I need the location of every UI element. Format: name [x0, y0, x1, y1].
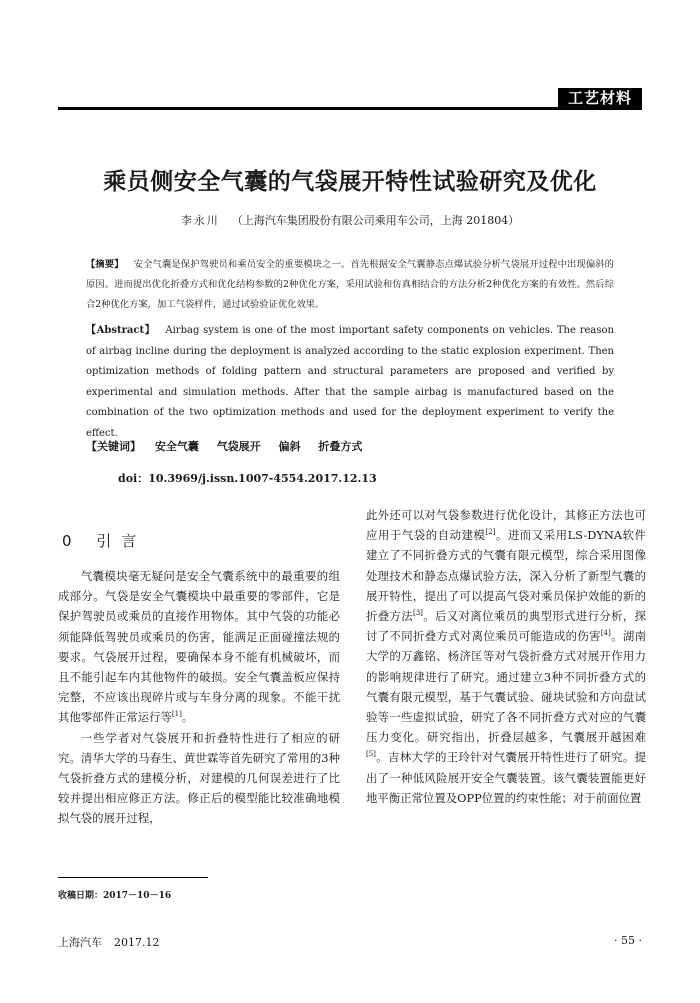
- abstract-cn-label: 【摘要】: [86, 259, 124, 270]
- abstract-en: [86, 321, 614, 444]
- keyword: 偏斜: [278, 440, 301, 453]
- text-span: 。湖南大学的万鑫铭、杨济匡等对气袋折叠方式对展开作用力的影响规律进行了研究。通过建立3种不同折叠方式的气囊有限元模型，基于气囊试验、碰块试验和方向盘试验等一些虚拟试验，研究了各不同折叠方式对应的气囊压力变化。研究指出，折叠层越多，气囊展开越困难: [366, 629, 646, 745]
- text-span: 一些学者对气袋展开和折叠特性进行了相应的研究。清华大学的马春生、黄世霖等首先研究了常用的3种气袋折叠方式的建模分析，对建模的几何误差进行了比较并提出相应修正方法。修正后的模型能比较准确地模拟气袋的展开过程，: [58, 730, 340, 826]
- text-span: 。吉林大学的王玲针对气囊展开特性进行了研究。提出了一种低风险展开安全气囊装置。该气囊装置能更好地平衡正常位置及OPP位置的约束性能；对于前面位置: [366, 750, 646, 805]
- body-column-left: [58, 566, 340, 829]
- article-title: 乘员侧安全气囊的气袋展开特性试验研究及优化: [103, 169, 597, 195]
- keyword: 安全气囊: [154, 440, 199, 453]
- paragraph: [366, 505, 646, 808]
- text-span: 。进而又采用LS-DYNA软件建立了不同折叠方式的气囊有限元模型，综合采用图像处理技术和静态点爆试验方法，深入分析了新型气囊的展开特性，提出了可以提高气袋对乘员保护效能的新的折叠方法: [366, 528, 646, 624]
- section-heading: 0 引言: [62, 532, 147, 550]
- citation: [5]: [366, 750, 376, 759]
- section-badge: 工艺材料: [558, 88, 642, 108]
- footnote-rule: [58, 877, 208, 878]
- author-line: [0, 212, 700, 228]
- journal-name: 上海汽车: [58, 936, 102, 949]
- author-affiliation: （上海汽车集团股份有限公司乘用车公司，上海 201804）: [231, 214, 520, 227]
- keywords-line: [86, 438, 376, 454]
- author-name: 李永川: [180, 214, 220, 227]
- abstract-cn-text: 安全气囊是保护驾驶员和乘员安全的重要模块之一。首先根据安全气囊静态点爆试验分析气袋展开过程中出现偏斜的原因。进而提出优化折叠方式和优化结构参数的2种优化方案，采用试验和仿真相结合的方法分析2种优化方案的有效性。然后综合2种优化方案，加工气袋样件，通过试验验证优化效果。: [86, 259, 614, 310]
- header-rule: [58, 107, 642, 110]
- keywords-label: 【关键词】: [86, 440, 141, 453]
- footer-journal: [58, 934, 172, 950]
- page-number: · 55 ·: [614, 934, 642, 947]
- text-span: 。后又对离位乘员的典型形式进行分析，探讨了不同折叠方式对离位乘员可能造成的伤害: [366, 609, 646, 644]
- keyword: 折叠方式: [318, 440, 363, 453]
- journal-issue: 2017.12: [114, 936, 160, 949]
- abstract-cn: [86, 255, 614, 315]
- citation: [1]: [171, 710, 182, 719]
- text-span: 。: [181, 710, 194, 725]
- received-date: 收稿日期：2017－10－16: [58, 891, 172, 901]
- body-column-right: [366, 505, 646, 808]
- doi: doi：10.3969/j.issn.1007-4554.2017.12.13: [118, 472, 377, 485]
- text-span: 气囊模块毫无疑问是安全气囊系统中的最重要的组成部分。气袋是安全气囊模块中最重要的零部件，它是保护驾驶员或乘员的直接作用物体。其中气袋的功能必须能降低驾驶员或乘员的伤害，能满足正面碰撞法规的要求。气袋展开过程，要确保本身不能有机械破坏，而且不能引起车内其他物件的破损。安全气囊盖板应保持完整，不应该出现碎片或与车身分离的现象。不能干扰其他零部件正常运行等: [58, 569, 340, 725]
- paragraph: [58, 566, 340, 728]
- paragraph: [58, 728, 340, 829]
- abstract-en-text: Airbag system is one of the most important safety components on vehicles. The reason of airbag incline during the deployment is analyzed according to the static explosion experiment. Then optimization methods of folding pattern and structural parameters are proposed and verified by experimental and simulation methods. After that the sample airbag is manufactured based on the combination of the two optimization methods and used for the deployment experiment to verify the effect.: [86, 325, 614, 439]
- text-span: 此外还可以对气袋参数进行优化设计，其修正方法也可应用于气袋的自动建模: [366, 508, 646, 543]
- abstract-en-label: 【Abstract】: [86, 325, 156, 336]
- citation: [4]: [600, 629, 611, 638]
- citation: [3]: [412, 609, 423, 618]
- citation: [2]: [485, 528, 496, 537]
- keyword: 气袋展开: [216, 440, 261, 453]
